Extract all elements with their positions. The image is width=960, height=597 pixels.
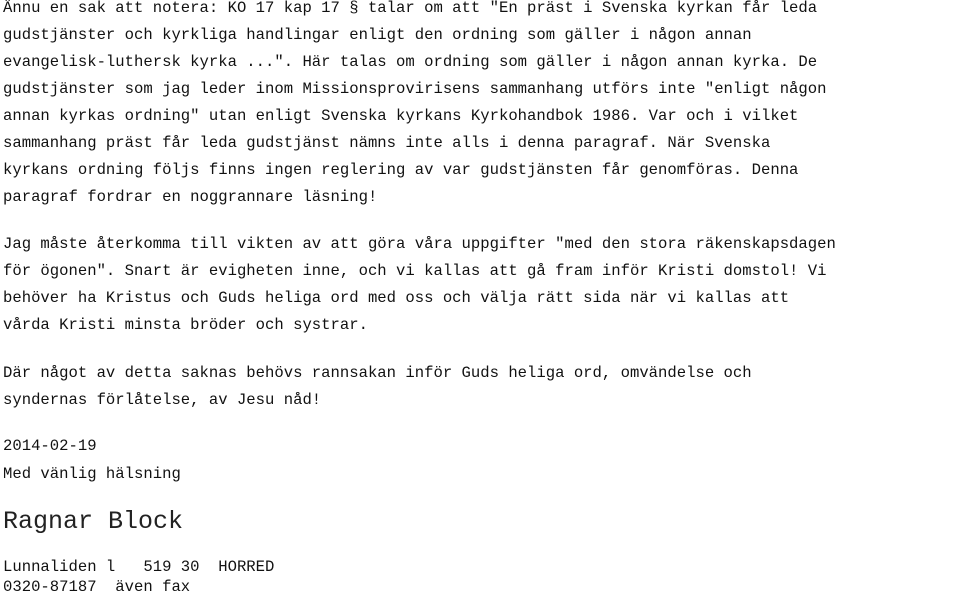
text-line: annan kyrkas ordning" utan enligt Svenska kyrkans Kyrkohandbok 1986. Var och i vilket	[3, 107, 799, 125]
text-line: kyrkans ordning följs finns ingen reglering av var gudstjänsten får genomföras. Denna	[3, 161, 799, 179]
text-line: Där något av detta saknas behövs rannsakan inför Guds heliga ord, omvändelse och	[3, 364, 752, 382]
text-line: vårda Kristi minsta bröder och systrar.	[3, 316, 368, 334]
text-line: sammanhang präst får leda gudstjänst nämns inte alls i denna paragraf. När Svenska	[3, 134, 771, 152]
text-line: syndernas förlåtelse, av Jesu nåd!	[3, 391, 322, 409]
text-line: evangelisk-luthersk kyrka ...". Här talas om ordning som gäller i någon annan kyrka. De	[3, 53, 818, 71]
text-line: Ännu en sak att notera: KO 17 kap 17 § talar om att "En präst i Svenska kyrkan får leda	[3, 0, 818, 17]
paragraph-repentance	[3, 360, 960, 414]
closing-greeting: Med vänlig hälsning	[3, 465, 181, 483]
text-line: gudstjänster och kyrkliga handlingar enligt den ordning som gäller i någon annan	[3, 26, 752, 44]
text-line: för ögonen". Snart är evigheten inne, och vi kallas att gå fram inför Kristi domstol! Vi	[3, 262, 827, 280]
letter-date: 2014-02-19	[3, 437, 97, 455]
text-line: behöver ha Kristus och Guds heliga ord med oss och välja rätt sida när vi kallas att	[3, 289, 790, 307]
postal-address: Lunnaliden l 519 30 HORRED	[3, 558, 275, 576]
text-line: Jag måste återkomma till vikten av att göra våra uppgifter "med den stora räkenskapsdagen	[3, 235, 836, 253]
text-line: gudstjänster som jag leder inom Missionsprovirisens sammanhang utförs inte "enligt någon	[3, 80, 827, 98]
phone-number: 0320-87187 även fax	[3, 578, 191, 596]
paragraph-judgment-day	[3, 231, 960, 339]
text-line: paragraf fordrar en noggrannare läsning!	[3, 188, 378, 206]
paragraph-church-order	[3, 0, 960, 211]
signature-name: Ragnar Block	[3, 507, 184, 536]
